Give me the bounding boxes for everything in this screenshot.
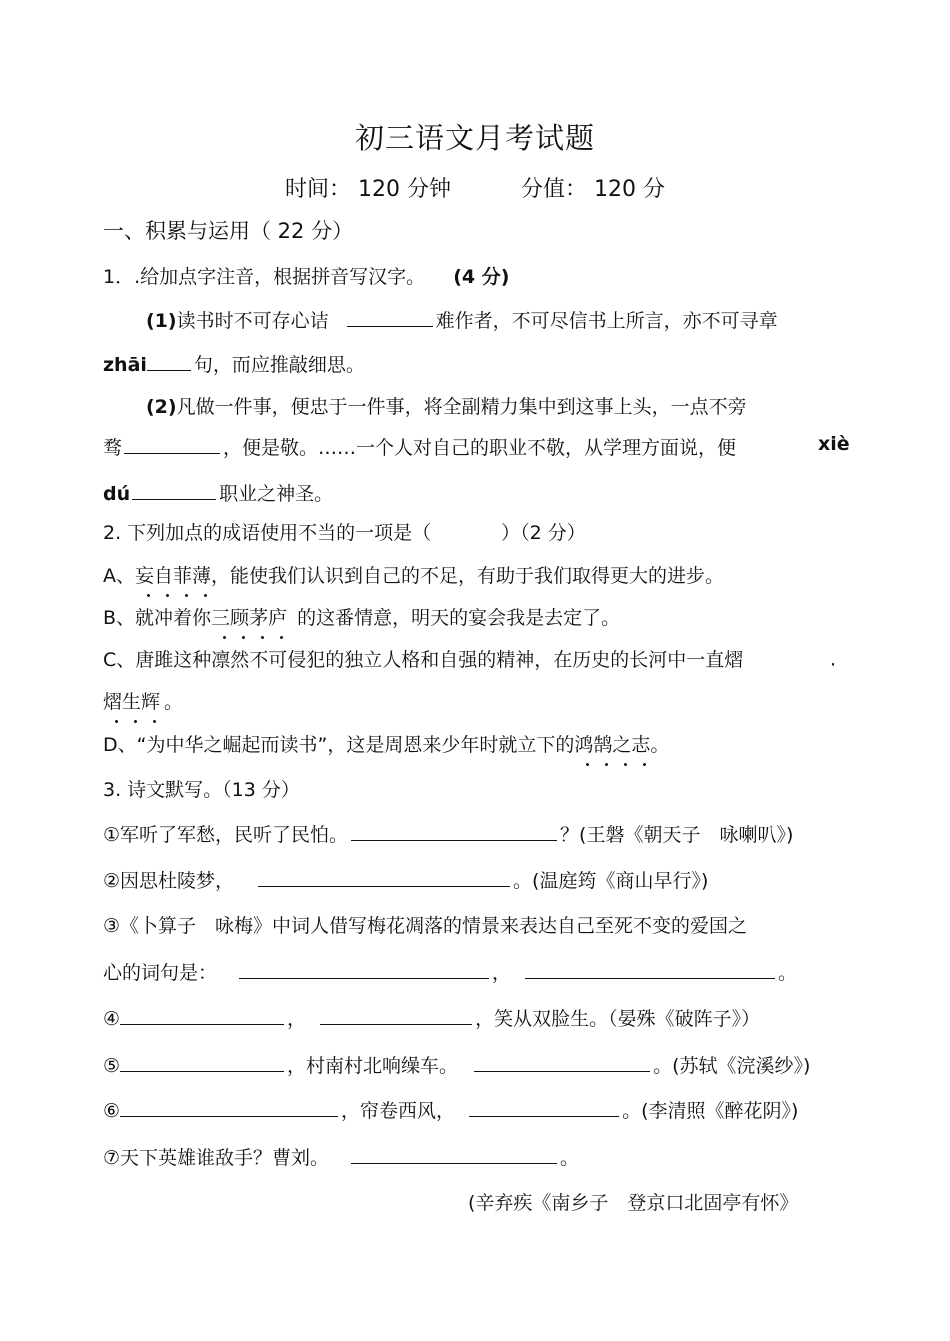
option-label: A、 (103, 565, 135, 587)
q3-line5 (103, 1051, 810, 1078)
poem-text: 心的词句是： (103, 962, 218, 984)
q2-text: 2. 下列加点的成语使用不当的一项是（ (103, 522, 432, 544)
answer-blank[interactable] (351, 822, 557, 841)
section-heading: 一、积累与运用（ 22 分） (103, 219, 354, 243)
dotted-idiom: 三顾茅庐 (211, 603, 287, 630)
dotted-idiom: 妄自菲薄 (135, 561, 211, 588)
q3-line3: ③《卜算子 咏梅》中词人借写梅花凋落的情景来表达自己至死不变的爱国之 (103, 915, 748, 937)
dotted-char-wu: 骛 (103, 437, 123, 459)
poem-source: ，笑从双脸生。（晏殊《破阵子》） (475, 1008, 761, 1030)
poem-source: 。(苏轼《浣溪纱》) (653, 1055, 811, 1077)
poem-text: ，帘卷西风， (341, 1100, 456, 1122)
q3-heading: 3. 诗文默写。（13 分） (103, 779, 300, 801)
q1-part1-line2 (103, 350, 365, 377)
q1-part1-label: (1) (146, 310, 177, 332)
q1-text: 1．.给加点字注音，根据拼音写汉字。 (103, 266, 426, 288)
poem-source: 。(温庭筠《商山早行》) (513, 870, 709, 892)
answer-blank[interactable] (258, 868, 510, 887)
q1-part1-text-a: 读书时不可存心诘 (176, 310, 329, 332)
poem-text: ①军听了军愁，民听了民怕。 (103, 824, 349, 846)
q1-part2-line2 (103, 433, 736, 460)
q3-line7-source: (辛弃疾《南乡子 登京口北固亭有怀》 (468, 1192, 799, 1214)
q1-part2-line1 (146, 392, 747, 419)
q1-part1-line1 (146, 306, 778, 333)
item-number: ⑤ (103, 1055, 121, 1077)
answer-blank[interactable] (525, 960, 775, 979)
item-number: ⑥ (103, 1100, 121, 1122)
emphasis-dot: · (830, 654, 837, 676)
option-text: 唐雎这种凛然不可侵犯的独立人格和自强的精神，在历史的长河中一直熠 (135, 649, 744, 671)
q1-part1-text-b: 难作者，不可尽信书上所言，亦不可寻章 (435, 310, 778, 332)
pinyin-xie: xiè (818, 433, 850, 455)
answer-blank[interactable] (132, 481, 216, 500)
option-text: 就冲着你 (135, 607, 212, 629)
option-text: 。 (650, 734, 670, 756)
q1-part2-label: (2) (146, 396, 177, 418)
q2-option-b (103, 603, 620, 630)
answer-blank[interactable] (347, 308, 433, 327)
punctuation: ， (492, 962, 512, 984)
q3-line1 (103, 820, 793, 847)
exam-time: 时间： 120 分钟 (285, 177, 451, 202)
option-label: B、 (103, 607, 136, 629)
exam-meta (0, 172, 950, 203)
q3-line2 (103, 866, 708, 893)
q3-line4 (103, 1004, 760, 1031)
dotted-idiom: 熠生辉 (103, 687, 160, 714)
q1-points: (4 分) (453, 266, 510, 288)
q2-option-d (103, 730, 669, 757)
poem-source: 。(李清照《醉花阴》) (622, 1100, 799, 1122)
q1-part2-line3 (103, 479, 333, 506)
q2-option-c (103, 645, 743, 672)
answer-blank[interactable] (120, 1006, 284, 1025)
q3-line7 (103, 1143, 579, 1170)
q3-line3-cont (103, 958, 797, 985)
answer-blank[interactable] (239, 960, 489, 979)
answer-blank[interactable] (124, 435, 220, 454)
q2-option-a (103, 561, 724, 588)
answer-blank[interactable] (469, 1098, 619, 1117)
exam-score: 分值： 120 分 (521, 177, 665, 202)
poem-text: ②因思杜陵梦， (103, 870, 235, 892)
answer-blank[interactable] (320, 1006, 472, 1025)
item-number: ④ (103, 1008, 121, 1030)
q1-part1-text-c: 句，而应推敲细思。 (193, 354, 365, 376)
q1-part2-text-d: 职业之神圣。 (219, 483, 334, 505)
option-label: C、 (103, 649, 136, 671)
answer-blank[interactable] (147, 352, 191, 371)
punctuation: ， (287, 1008, 307, 1030)
pinyin-du: dú (103, 483, 131, 505)
q1-part2-text-c: ，便是敬。……一个人对自己的职业不敬，从学理方面说，便 (223, 437, 737, 459)
q2-heading (103, 518, 586, 545)
punctuation: 。 (560, 1147, 580, 1169)
poem-source: ？(王磐《朝天子 咏喇叭》) (560, 824, 794, 846)
answer-blank[interactable] (474, 1053, 650, 1072)
q1-part2-text-a: 凡做一件事，便忠于一件事，将全副精力集中到这事上头，一点不旁 (176, 396, 747, 418)
option-text: 的这番情意，明天的宴会我是去定了。 (297, 607, 621, 629)
q2-points: ）（2 分） (501, 522, 586, 544)
option-text: “为中华之崛起而读书”，这是周恩来少年时就立下的 (136, 734, 575, 756)
answer-blank[interactable] (351, 1145, 557, 1164)
page-title: 初三语文月考试题 (354, 121, 595, 155)
option-text: ，能使我们认识到自己的不足，有助于我们取得更大的进步。 (211, 565, 725, 587)
q2-option-c-cont (103, 687, 183, 714)
q3-line6 (103, 1096, 798, 1123)
q1-heading (103, 262, 509, 289)
option-text: 。 (164, 691, 184, 713)
answer-blank[interactable] (120, 1053, 284, 1072)
dotted-idiom: 鸿鹄之志 (574, 730, 650, 757)
answer-blank[interactable] (120, 1098, 338, 1117)
poem-text: ⑦天下英雄谁敌手？曹刘。 (103, 1147, 330, 1169)
pinyin-zhai: zhāi (103, 354, 147, 376)
poem-text: ，村南村北响缲车。 (287, 1055, 459, 1077)
punctuation: 。 (778, 962, 798, 984)
option-label: D、 (103, 734, 137, 756)
